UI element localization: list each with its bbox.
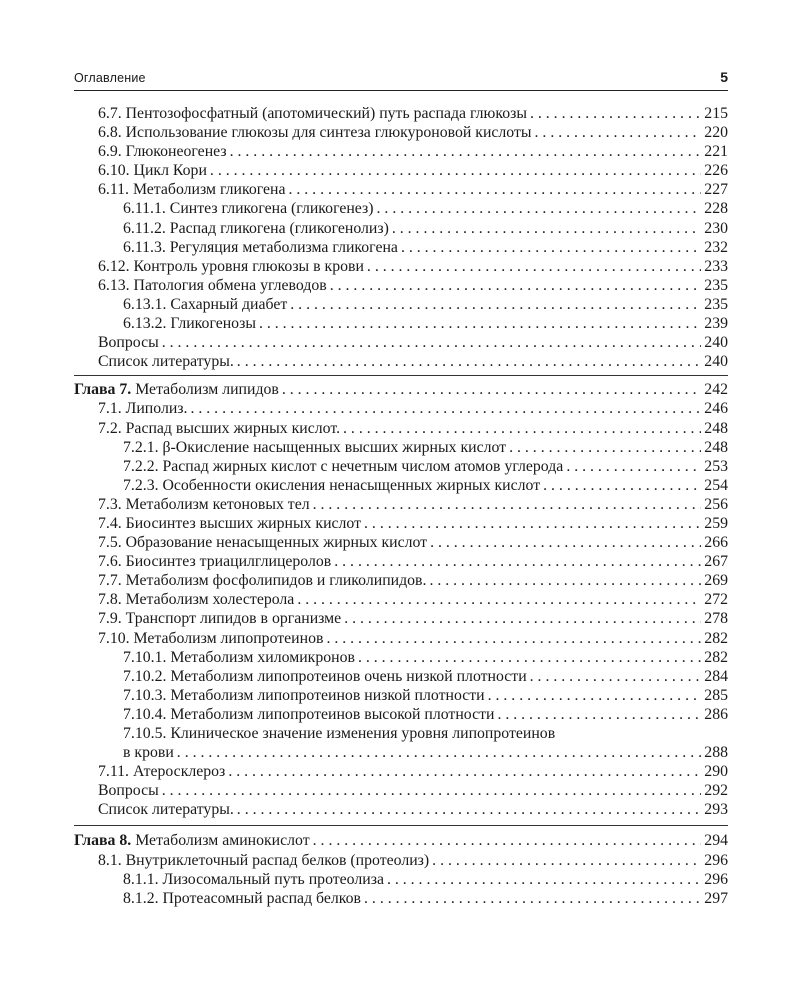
toc-entry-label: Список литературы.: [98, 353, 234, 371]
dot-leader: [509, 438, 701, 457]
toc-entry[interactable]: [74, 238, 728, 257]
toc-page-number: 297: [704, 889, 728, 907]
dot-leader: [237, 352, 702, 371]
toc-page-number: 233: [704, 257, 728, 275]
toc-entry[interactable]: [74, 705, 728, 724]
toc-page-number: 286: [704, 705, 728, 723]
toc-page-number: 220: [704, 124, 728, 142]
toc-entry-label: 6.13. Патология обмена углеводов: [98, 276, 327, 294]
toc-page-number: 228: [704, 200, 728, 218]
toc-entry-label: Список литературы.: [98, 801, 234, 819]
toc-page-number: 221: [704, 143, 728, 161]
toc-entry-label: 7.2. Распад высших жирных кислот.: [98, 419, 341, 437]
toc-entry[interactable]: [74, 889, 728, 908]
toc-entry-label: 8.1.1. Лизосомальный путь протеолиза: [123, 870, 384, 888]
dot-leader: [326, 629, 701, 648]
toc-section: [74, 104, 728, 376]
toc-entry-label: 7.10.5. Клиническое значение изменения уровня липопротеинов: [123, 725, 556, 742]
toc-page-number: 240: [704, 334, 728, 352]
toc-page-number: 246: [704, 400, 728, 418]
toc-entry[interactable]: [74, 533, 728, 552]
toc-entry[interactable]: [74, 380, 728, 399]
toc-entry[interactable]: [74, 295, 728, 314]
toc-page-number: 278: [704, 610, 728, 628]
dot-leader: [313, 495, 702, 514]
toc-page-number: 292: [704, 782, 728, 800]
dot-leader: [330, 276, 702, 295]
dot-leader: [535, 123, 702, 142]
toc-page-number: 253: [704, 457, 728, 475]
toc-entry[interactable]: [74, 199, 728, 218]
toc-entry[interactable]: [74, 419, 728, 438]
toc-entry[interactable]: [74, 180, 728, 199]
dot-leader: [488, 686, 702, 705]
dot-leader: [566, 457, 701, 476]
toc-entry[interactable]: [74, 142, 728, 161]
dot-leader: [162, 781, 702, 800]
toc-entry[interactable]: [74, 831, 728, 850]
toc-entry-label: 6.11.3. Регуляция метаболизма гликогена: [123, 238, 398, 256]
toc-entry[interactable]: [74, 609, 728, 628]
toc-page-number: 215: [704, 105, 728, 122]
toc-page-number: 235: [704, 276, 728, 294]
dot-leader: [343, 419, 701, 438]
toc-entry[interactable]: [74, 314, 728, 333]
toc-page-number: 240: [704, 353, 728, 371]
toc-entry-label: 6.9. Глюконеогенез: [98, 143, 227, 161]
dot-leader: [530, 667, 702, 686]
toc-entry-label: 6.11.2. Распад гликогена (гликогенолиз): [123, 219, 389, 237]
toc-entry[interactable]: [74, 476, 728, 495]
toc-page-number: 248: [704, 438, 728, 456]
toc-entry[interactable]: [74, 514, 728, 533]
dot-leader: [228, 762, 701, 781]
toc-entry[interactable]: [74, 123, 728, 142]
toc-entry[interactable]: [74, 399, 728, 418]
toc-entry-label: Глава 8. Метаболизм аминокислот: [74, 832, 310, 850]
toc-entry-label: Глава 7. Метаболизм липидов: [74, 381, 279, 399]
toc-page-number: 235: [704, 295, 728, 313]
page-header: [74, 68, 728, 91]
toc-page-number: 285: [704, 686, 728, 704]
toc-entry-label: 6.12. Контроль уровня глюкозы в крови: [98, 257, 364, 275]
toc-entry[interactable]: [74, 219, 728, 238]
toc-entry-label: 7.10.3. Метаболизм липопротеинов низкой плотности: [123, 686, 485, 704]
toc-entry-label: 7.7. Метаболизм фосфолипидов и гликолипидов.: [98, 572, 427, 590]
dot-leader: [177, 743, 702, 762]
dot-leader: [334, 552, 701, 571]
toc-section: [74, 826, 728, 907]
toc-entry-label: 7.1. Липолиз.: [98, 400, 188, 418]
toc-entry[interactable]: [74, 352, 728, 371]
toc-entry[interactable]: [74, 686, 728, 705]
toc-entry-label: 7.2.1. β-Окисление насыщенных высших жирных кислот: [123, 438, 507, 456]
toc-entry[interactable]: [74, 851, 728, 870]
toc-page-number: 272: [704, 591, 728, 609]
toc-entry-label: 6.8. Использование глюкозы для синтеза глюкуроновой кислоты: [98, 124, 532, 142]
toc-entry-label: Вопросы: [98, 334, 159, 352]
toc-entry-label: 6.11. Метаболизм гликогена: [98, 181, 286, 199]
toc-entry[interactable]: [74, 104, 728, 123]
dot-leader: [364, 514, 701, 533]
toc-entry[interactable]: [74, 161, 728, 180]
toc-page-number: 227: [704, 181, 728, 199]
toc-entry-label: 7.10. Метаболизм липопротеинов: [98, 629, 324, 647]
toc-page-number: 282: [704, 629, 728, 647]
dot-leader: [497, 705, 701, 724]
toc-page-number: 239: [704, 315, 728, 333]
toc-entry[interactable]: [74, 257, 728, 276]
toc-entry[interactable]: [74, 781, 728, 800]
toc-section: [74, 376, 728, 826]
toc-entry[interactable]: [74, 648, 728, 667]
toc-entry[interactable]: [74, 333, 728, 352]
toc-page-number: 290: [704, 763, 728, 781]
toc-entry-label: 6.13.2. Гликогенозы: [123, 315, 256, 333]
toc-entry-label: 6.10. Цикл Кори: [98, 162, 207, 180]
toc-page-number: 230: [704, 219, 728, 237]
toc-entry-label: в крови: [123, 744, 174, 762]
table-of-contents: [74, 104, 728, 908]
toc-page-number: 242: [704, 381, 728, 399]
dot-leader: [282, 380, 701, 399]
toc-page-number: 248: [704, 419, 728, 437]
toc-entry-label: 7.9. Транспорт липидов в организме: [98, 610, 342, 628]
dot-leader: [387, 870, 701, 889]
toc-entry-label: 7.5. Образование ненасыщенных жирных кислот: [98, 534, 428, 552]
dot-leader: [237, 800, 702, 819]
toc-entry-label: 6.11.1. Синтез гликогена (гликогенез): [123, 200, 374, 218]
dot-leader: [429, 571, 701, 590]
dot-leader: [162, 333, 702, 352]
dot-leader: [392, 219, 701, 238]
dot-leader: [430, 533, 701, 552]
dot-leader: [432, 851, 701, 870]
toc-entry-label: 7.4. Биосинтез высших жирных кислот: [98, 514, 362, 532]
toc-page-number: 269: [704, 572, 728, 590]
toc-entry[interactable]: [74, 457, 728, 476]
toc-entry-label: 7.10.4. Метаболизм липопротеинов высокой плотности: [123, 705, 495, 723]
dot-leader: [358, 648, 701, 667]
dot-leader: [288, 180, 701, 199]
toc-page-number: 267: [704, 553, 728, 571]
toc-entry[interactable]: [74, 552, 728, 571]
dot-leader: [297, 590, 701, 609]
toc-entry-label: 7.6. Биосинтез триацилглицеролов: [98, 553, 332, 571]
dot-leader: [377, 199, 702, 218]
toc-entry[interactable]: [74, 629, 728, 648]
dot-leader: [190, 399, 701, 418]
toc-entry-label: 7.10.2. Метаболизм липопротеинов очень низкой плотности: [123, 667, 527, 685]
dot-leader: [401, 238, 701, 257]
toc-entry[interactable]: [74, 571, 728, 590]
toc-entry-label: 7.2.2. Распад жирных кислот с нечетным числом атомов углерода: [123, 457, 564, 475]
dot-leader: [364, 889, 701, 908]
toc-entry-label: 7.2.3. Особенности окисления ненасыщенных жирных кислот: [123, 476, 541, 494]
toc-page-number: 266: [704, 534, 728, 552]
toc-page-number: 296: [704, 851, 728, 869]
toc-entry[interactable]: [74, 762, 728, 781]
toc-page-number: 294: [704, 832, 728, 850]
toc-page-number: 254: [704, 476, 728, 494]
toc-page-number: 296: [704, 870, 728, 888]
page-number: 5: [720, 69, 728, 85]
toc-page-number: 232: [704, 238, 728, 256]
toc-page-number: 282: [704, 648, 728, 666]
toc-entry[interactable]: [74, 667, 728, 686]
toc-entry-line: [74, 724, 728, 743]
dot-leader: [543, 476, 701, 495]
toc-page-number: 256: [704, 495, 728, 513]
toc-entry-label: 7.3. Метаболизм кетоновых тел: [98, 495, 310, 513]
toc-entry-label: 7.8. Метаболизм холестерола: [98, 591, 295, 609]
toc-page-number: 284: [704, 667, 728, 685]
toc-entry[interactable]: [74, 870, 728, 889]
toc-entry[interactable]: [74, 590, 728, 609]
toc-entry-label: 7.10.1. Метаболизм хиломикронов: [123, 648, 355, 666]
toc-entry-label: 7.11. Атеросклероз: [98, 763, 226, 781]
running-title: Оглавление: [74, 71, 146, 85]
toc-entry[interactable]: [74, 495, 728, 514]
toc-page-number: 226: [704, 162, 728, 180]
toc-entry[interactable]: [74, 276, 728, 295]
toc-page-number: 293: [704, 801, 728, 819]
toc-entry-label: Вопросы: [98, 782, 159, 800]
toc-entry-label: 8.1.2. Протеасомный распад белков: [123, 889, 362, 907]
dot-leader: [530, 104, 701, 123]
toc-entry[interactable]: [74, 743, 728, 762]
dot-leader: [290, 295, 701, 314]
toc-page-number: 288: [704, 744, 728, 762]
dot-leader: [367, 257, 701, 276]
dot-leader: [344, 609, 701, 628]
toc-entry[interactable]: [74, 438, 728, 457]
dot-leader: [313, 831, 702, 850]
toc-entry-label: 6.13.1. Сахарный диабет: [123, 295, 288, 313]
toc-entry[interactable]: [74, 800, 728, 819]
dot-leader: [259, 314, 701, 333]
toc-page-number: 259: [704, 514, 728, 532]
dot-leader: [210, 161, 701, 180]
toc-entry-label: 6.7. Пентозофосфатный (апотомический) путь распада глюкозы: [98, 105, 527, 122]
dot-leader: [230, 142, 702, 161]
toc-entry-label: 8.1. Внутриклеточный распад белков (протеолиз): [98, 851, 430, 869]
